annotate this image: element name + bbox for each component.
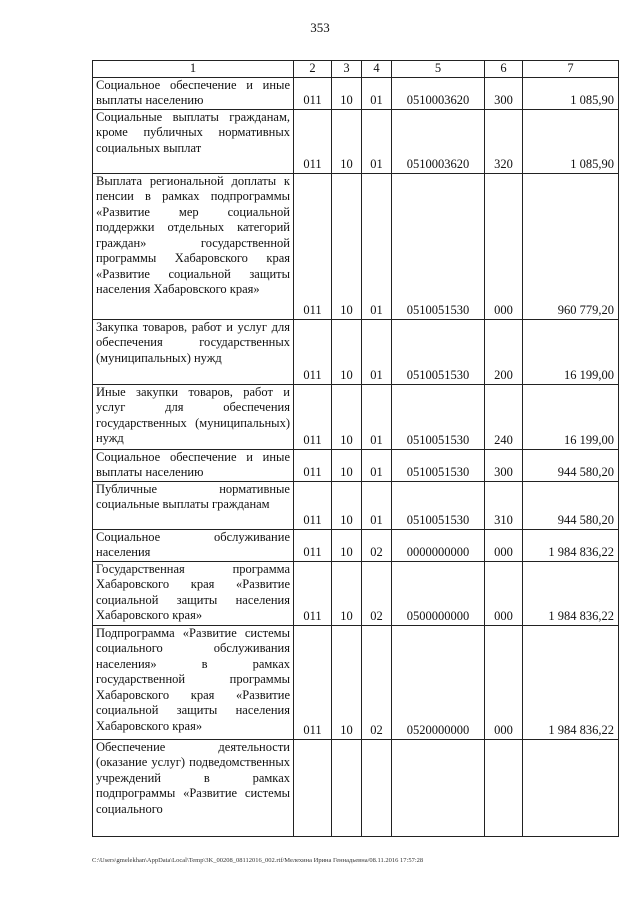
cell-expense-type: 300 <box>485 77 523 109</box>
cell-target-code: 0000000000 <box>392 529 485 561</box>
cell-subsection: 01 <box>362 384 392 449</box>
table-row <box>93 625 619 739</box>
cell-ministry: 011 <box>294 173 332 319</box>
col-header-6: 6 <box>485 61 523 78</box>
cell-target-code: 0510003620 <box>392 77 485 109</box>
cell-amount: 16 199,00 <box>523 384 619 449</box>
cell-expense-type: 000 <box>485 529 523 561</box>
cell-target-code: 0510051530 <box>392 319 485 384</box>
table-row <box>93 561 619 625</box>
cell-target-code: 0510051530 <box>392 481 485 529</box>
cell-amount: 16 199,00 <box>523 319 619 384</box>
row-name: Публичные нормативные социальные выплаты гражданам <box>93 481 294 529</box>
cell-subsection: 01 <box>362 319 392 384</box>
cell-target-code <box>392 739 485 836</box>
cell-ministry: 011 <box>294 481 332 529</box>
row-name: Выплата региональной доплаты к пенсии в рамках подпрограммы «Развитие мер социальной поддержки отдельных категорий граждан» государственной программы Хабаровского края «Развитие социальной защиты населения Хабаровского края» <box>93 173 294 319</box>
row-name: Социальные выплаты гражданам, кроме публичных нормативных социальных выплат <box>93 109 294 173</box>
row-name: Иные закупки товаров, работ и услуг для обеспечения государственных (муниципальных) нужд <box>93 384 294 449</box>
cell-expense-type: 320 <box>485 109 523 173</box>
cell-section: 10 <box>332 173 362 319</box>
row-name: Социальное обеспечение и иные выплаты населению <box>93 77 294 109</box>
cell-subsection: 01 <box>362 481 392 529</box>
col-header-4: 4 <box>362 61 392 78</box>
cell-subsection: 02 <box>362 561 392 625</box>
cell-target-code: 0500000000 <box>392 561 485 625</box>
cell-ministry: 011 <box>294 625 332 739</box>
cell-section: 10 <box>332 625 362 739</box>
row-name: Закупка товаров, работ и услуг для обеспечения государственных (муниципальных) нужд <box>93 319 294 384</box>
cell-subsection: 01 <box>362 77 392 109</box>
cell-section: 10 <box>332 77 362 109</box>
cell-target-code: 0520000000 <box>392 625 485 739</box>
cell-expense-type: 200 <box>485 319 523 384</box>
table-row <box>93 449 619 481</box>
cell-amount: 1 085,90 <box>523 109 619 173</box>
col-header-1: 1 <box>93 61 294 78</box>
cell-ministry <box>294 739 332 836</box>
cell-section: 10 <box>332 481 362 529</box>
row-name: Социальное обслуживание населения <box>93 529 294 561</box>
cell-target-code: 0510003620 <box>392 109 485 173</box>
table-row <box>93 109 619 173</box>
cell-amount <box>523 739 619 836</box>
col-header-7: 7 <box>523 61 619 78</box>
cell-expense-type: 300 <box>485 449 523 481</box>
cell-target-code: 0510051530 <box>392 449 485 481</box>
cell-subsection: 01 <box>362 449 392 481</box>
cell-subsection: 01 <box>362 109 392 173</box>
cell-amount: 960 779,20 <box>523 173 619 319</box>
cell-amount: 1 085,90 <box>523 77 619 109</box>
file-path-footer: C:\Users\gmelekhan\AppData\Local\Temp\3K_00208_08112016_002.rtf/Мелехина Ирина Геннадьевна/08.11.2016 17:57:28 <box>92 857 424 864</box>
table-row <box>93 77 619 109</box>
cell-section: 10 <box>332 319 362 384</box>
cell-amount: 1 984 836,22 <box>523 561 619 625</box>
cell-expense-type: 310 <box>485 481 523 529</box>
cell-subsection: 02 <box>362 625 392 739</box>
table-row <box>93 384 619 449</box>
cell-section: 10 <box>332 384 362 449</box>
cell-ministry: 011 <box>294 561 332 625</box>
row-name: Социальное обеспечение и иные выплаты населению <box>93 449 294 481</box>
cell-subsection: 01 <box>362 173 392 319</box>
cell-expense-type: 000 <box>485 173 523 319</box>
table-row <box>93 739 619 836</box>
cell-amount: 1 984 836,22 <box>523 625 619 739</box>
cell-target-code: 0510051530 <box>392 173 485 319</box>
cell-section: 10 <box>332 109 362 173</box>
col-header-2: 2 <box>294 61 332 78</box>
budget-table <box>92 60 619 837</box>
cell-expense-type: 000 <box>485 625 523 739</box>
cell-ministry: 011 <box>294 109 332 173</box>
cell-section: 10 <box>332 449 362 481</box>
cell-amount: 944 580,20 <box>523 449 619 481</box>
page-number: 353 <box>310 20 330 35</box>
cell-subsection: 02 <box>362 529 392 561</box>
cell-amount: 1 984 836,22 <box>523 529 619 561</box>
cell-section <box>332 739 362 836</box>
col-header-5: 5 <box>392 61 485 78</box>
cell-ministry: 011 <box>294 449 332 481</box>
cell-section: 10 <box>332 561 362 625</box>
cell-amount: 944 580,20 <box>523 481 619 529</box>
cell-expense-type: 240 <box>485 384 523 449</box>
row-name: Государственная программа Хабаровского края «Развитие социальной защиты населения Хабаровского края» <box>93 561 294 625</box>
row-name: Обеспечение деятельности (оказание услуг) подведомственных учреждений в рамках подпрограммы «Развитие системы социального <box>93 739 294 836</box>
cell-subsection <box>362 739 392 836</box>
row-name: Подпрограмма «Развитие системы социального обслуживания населения» в рамках государственной программы Хабаровского края «Развитие социальной защиты населения Хабаровского края» <box>93 625 294 739</box>
cell-expense-type <box>485 739 523 836</box>
cell-ministry: 011 <box>294 77 332 109</box>
cell-ministry: 011 <box>294 384 332 449</box>
col-header-3: 3 <box>332 61 362 78</box>
cell-target-code: 0510051530 <box>392 384 485 449</box>
cell-ministry: 011 <box>294 529 332 561</box>
table-row <box>93 319 619 384</box>
header-row <box>93 61 619 78</box>
table-row <box>93 173 619 319</box>
cell-expense-type: 000 <box>485 561 523 625</box>
cell-section: 10 <box>332 529 362 561</box>
table-row <box>93 481 619 529</box>
table-row <box>93 529 619 561</box>
cell-ministry: 011 <box>294 319 332 384</box>
